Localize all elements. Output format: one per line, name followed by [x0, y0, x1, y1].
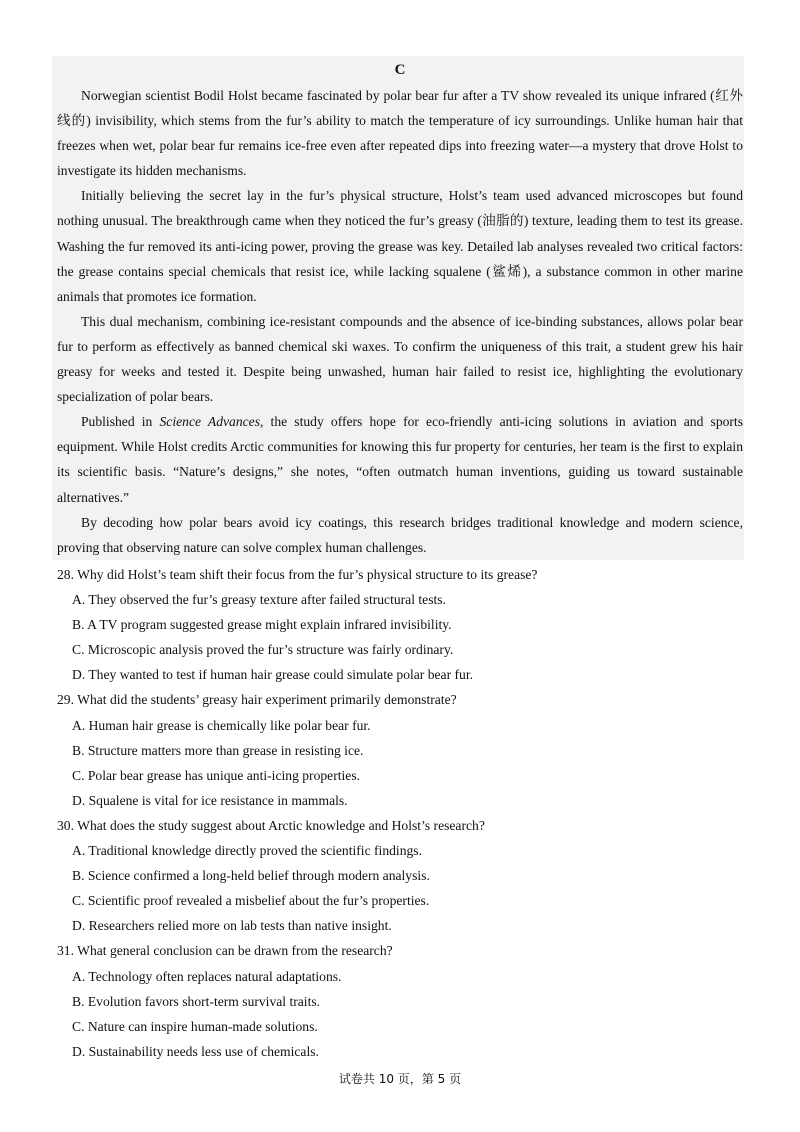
option-b: B. Evolution favors short-term survival traits.: [72, 993, 321, 1009]
option-list: [57, 964, 743, 1064]
question-stem: 28. Why did Holst’s team shift their focus from the fur’s physical structure to its grease?: [57, 567, 538, 582]
option-b: B. Structure matters more than grease in resisting ice.: [72, 742, 364, 758]
option-list: [57, 587, 743, 687]
passage-paragraph-1: Norwegian scientist Bodil Holst became fascinated by polar bear fur after a TV show revealed its unique infrared (红外线的) invisibility, which stems from the fur’s ability to match the temperature of icy surroundings. Unlike human hair that freezes when wet, polar bear fur remains ice-free even after repeated dips into freezing water—a mystery that drove Holst to investigate its hidden mechanisms.: [57, 88, 743, 179]
question-30: [57, 813, 743, 938]
option-d: D. Sustainability needs less use of chemicals.: [72, 1043, 319, 1059]
paragraph-4-rest: , the study offers hope for eco-friendly anti-icing solutions in aviation and sports equipment. While Holst credits Arctic communities for knowing this fur property for centuries, her team is the first to explain its scientific basis. “Nature’s designs,” she notes, “often outmatch human inventions, guiding us toward sustainable alternatives.”: [57, 414, 744, 505]
passage-paragraph-4: [57, 409, 743, 509]
option-b: B. A TV program suggested grease might explain infrared invisibility.: [72, 617, 452, 633]
question-stem: 31. What general conclusion can be drawn from the research?: [57, 943, 393, 959]
question-28: [57, 562, 743, 687]
option-c: C. Nature can inspire human-made solutions.: [72, 1018, 318, 1034]
paragraph-4-lead: Published in: [81, 414, 160, 430]
option-d: D. They wanted to test if human hair grease could simulate polar bear fur.: [72, 667, 474, 683]
option-c: C. Scientific proof revealed a misbelief about the fur’s properties.: [72, 893, 430, 909]
option-d: D. Squalene is vital for ice resistance in mammals.: [72, 792, 348, 808]
question-31: [57, 938, 743, 1063]
page-footer: 试卷共 10 页，第 5 页: [338, 1072, 462, 1086]
section-title: C: [394, 62, 406, 78]
passage-paragraph-3: This dual mechanism, combining ice-resistant compounds and the absence of ice-binding substances, allows polar bear fur to perform as effectively as banned chemical ski waxes. To confirm the uniqueness of this trait, a student grew his hair greasy for weeks and tested it. Despite being unwashed, human hair failed to resist ice, highlighting the evolutionary specialization of polar bears.: [57, 313, 743, 405]
option-list: [57, 838, 743, 938]
option-c: C. Polar bear grease has unique anti-icing properties.: [72, 767, 361, 783]
question-stem: 30. What does the study suggest about Arctic knowledge and Holst’s research?: [57, 817, 485, 833]
option-a: A. They observed the fur’s greasy texture after failed structural tests.: [72, 592, 446, 608]
option-a: A. Human hair grease is chemically like polar bear fur.: [72, 717, 371, 733]
option-b: B. Science confirmed a long-held belief through modern analysis.: [72, 868, 430, 884]
passage-paragraph-2: Initially believing the secret lay in the fur’s physical structure, Holst’s team used advanced microscopes but found nothing unusual. The breakthrough came when they noticed the fur’s greasy (油脂的) texture, leading them to test its grease. Washing the fur removed its anti-icing power, proving the grease was key. Detailed lab analyses revealed two critical factors: the grease contains special chemicals that resist ice, while lacking squalene (鲨烯), a substance common in other marine animals that promotes ice formation.: [57, 188, 743, 304]
option-c: C. Microscopic analysis proved the fur’s structure was fairly ordinary.: [72, 642, 454, 658]
question-stem: 29. What did the students’ greasy hair experiment primarily demonstrate?: [57, 692, 457, 708]
option-a: A. Technology often replaces natural adaptations.: [72, 968, 342, 984]
question-29: [57, 687, 743, 812]
passage-text: [57, 83, 743, 560]
journal-title: Science Advances: [159, 414, 260, 430]
passage-paragraph-5: By decoding how polar bears avoid icy coatings, this research bridges traditional knowledge and modern science, proving that observing nature can solve complex human challenges.: [57, 514, 743, 555]
option-list: [57, 713, 743, 813]
option-a: A. Traditional knowledge directly proved the scientific findings.: [72, 843, 422, 859]
question-list: [57, 562, 743, 1064]
option-d: D. Researchers relied more on lab tests than native insight.: [72, 918, 392, 934]
